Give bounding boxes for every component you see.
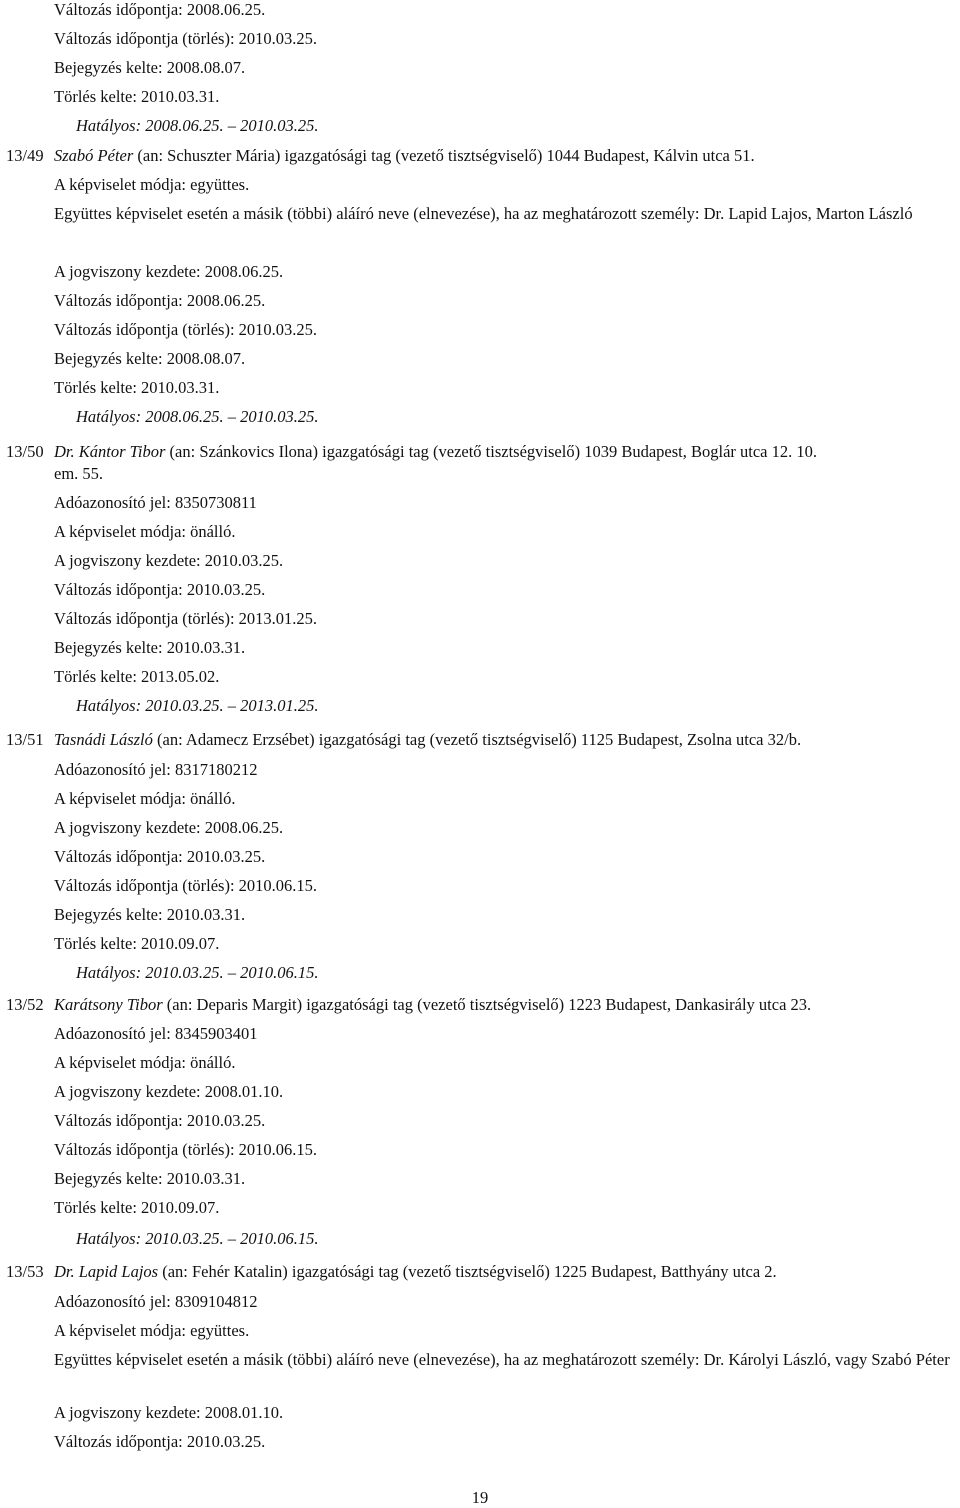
entry-number: 13/49 — [6, 146, 44, 165]
person-details: (an: Deparis Margit) igazgatósági tag (vezető tisztségviselő) 1223 Budapest, Dankasirály utca 23. — [166, 995, 812, 1014]
person-name: Karátsony Tibor — [54, 995, 163, 1014]
tax-id: Adóazonosító jel: 8350730811 — [54, 493, 257, 512]
deletion-date: Törlés kelte: 2010.03.31. — [54, 87, 220, 106]
entry-number: 13/51 — [6, 730, 44, 749]
change-date: Változás időpontja: 2010.03.25. — [54, 580, 266, 599]
page-number: 19 — [471, 1488, 489, 1507]
person-details-continued: em. 55. — [54, 464, 104, 483]
entry-heading — [54, 1262, 777, 1282]
person-details: (an: Fehér Katalin) igazgatósági tag (vezető tisztségviselő) 1225 Budapest, Batthyány utca 2. — [162, 1262, 777, 1281]
tax-id: Adóazonosító jel: 8309104812 — [54, 1292, 258, 1311]
change-date: Változás időpontja: 2010.03.25. — [54, 847, 266, 866]
valid-period: Hatályos: 2008.06.25. – 2010.03.25. — [76, 116, 319, 135]
person-name: Szabó Péter — [54, 146, 134, 165]
person-name: Tasnádi László — [54, 730, 153, 749]
deletion-date: Törlés kelte: 2010.03.31. — [54, 378, 220, 397]
representation-mode: A képviselet módja: együttes. — [54, 175, 250, 194]
joint-representation: Együttes képviselet esetén a másik (többi) aláíró neve (elnevezése), ha az meghatározott személy: Dr. Lapid Lajos, Marton László — [54, 204, 913, 223]
change-date-deleted: Változás időpontja (törlés): 2010.03.25. — [54, 29, 318, 48]
relationship-start: A jogviszony kezdete: 2008.06.25. — [54, 818, 284, 837]
change-date: Változás időpontja: 2010.03.25. — [54, 1432, 266, 1451]
valid-period: Hatályos: 2010.03.25. – 2010.06.15. — [76, 1229, 319, 1248]
representation-mode: A képviselet módja: önálló. — [54, 789, 236, 808]
joint-representation: Együttes képviselet esetén a másik (többi) aláíró neve (elnevezése), ha az meghatározott személy: Dr. Károlyi László, vagy Szabó Péter — [54, 1350, 950, 1369]
change-date-deleted: Változás időpontja (törlés): 2010.06.15. — [54, 876, 318, 895]
entry-heading — [54, 995, 811, 1015]
change-date: Változás időpontja: 2010.03.25. — [54, 1111, 266, 1130]
entry-number: 13/50 — [6, 442, 44, 461]
change-date-deleted: Változás időpontja (törlés): 2013.01.25. — [54, 609, 318, 628]
representation-mode: A képviselet módja: önálló. — [54, 522, 236, 541]
deletion-date: Törlés kelte: 2010.09.07. — [54, 934, 220, 953]
valid-period: Hatályos: 2008.06.25. – 2010.03.25. — [76, 407, 319, 426]
entry-date: Bejegyzés kelte: 2010.03.31. — [54, 1169, 246, 1188]
relationship-start: A jogviszony kezdete: 2008.01.10. — [54, 1082, 284, 1101]
entry-number: 13/52 — [6, 995, 44, 1014]
person-details: (an: Szánkovics Ilona) igazgatósági tag (vezető tisztségviselő) 1039 Budapest, Boglár utca 12. 10. — [169, 442, 817, 461]
entry-date: Bejegyzés kelte: 2008.08.07. — [54, 349, 246, 368]
tax-id: Adóazonosító jel: 8317180212 — [54, 760, 258, 779]
entry-number: 13/53 — [6, 1262, 44, 1281]
entry-heading — [54, 146, 755, 166]
deletion-date: Törlés kelte: 2013.05.02. — [54, 667, 220, 686]
entry-date: Bejegyzés kelte: 2008.08.07. — [54, 58, 246, 77]
entry-heading — [54, 442, 817, 462]
deletion-date: Törlés kelte: 2010.09.07. — [54, 1198, 220, 1217]
change-date: Változás időpontja: 2008.06.25. — [54, 291, 266, 310]
representation-mode: A képviselet módja: önálló. — [54, 1053, 236, 1072]
relationship-start: A jogviszony kezdete: 2008.01.10. — [54, 1403, 284, 1422]
tax-id: Adóazonosító jel: 8345903401 — [54, 1024, 258, 1043]
change-date-deleted: Változás időpontja (törlés): 2010.03.25. — [54, 320, 318, 339]
representation-mode: A képviselet módja: együttes. — [54, 1321, 250, 1340]
change-date: Változás időpontja: 2008.06.25. — [54, 0, 266, 19]
valid-period: Hatályos: 2010.03.25. – 2013.01.25. — [76, 696, 319, 715]
entry-date: Bejegyzés kelte: 2010.03.31. — [54, 638, 246, 657]
person-details: (an: Adamecz Erzsébet) igazgatósági tag (vezető tisztségviselő) 1125 Budapest, Zsolna utca 32/b. — [157, 730, 802, 749]
valid-period: Hatályos: 2010.03.25. – 2010.06.15. — [76, 963, 319, 982]
entry-date: Bejegyzés kelte: 2010.03.31. — [54, 905, 246, 924]
person-name: Dr. Kántor Tibor — [54, 442, 166, 461]
relationship-start: A jogviszony kezdete: 2010.03.25. — [54, 551, 284, 570]
change-date-deleted: Változás időpontja (törlés): 2010.06.15. — [54, 1140, 318, 1159]
person-name: Dr. Lapid Lajos — [54, 1262, 159, 1281]
person-details: (an: Schuszter Mária) igazgatósági tag (vezető tisztségviselő) 1044 Budapest, Kálvin utca 51. — [137, 146, 755, 165]
relationship-start: A jogviszony kezdete: 2008.06.25. — [54, 262, 284, 281]
entry-heading — [54, 730, 801, 750]
